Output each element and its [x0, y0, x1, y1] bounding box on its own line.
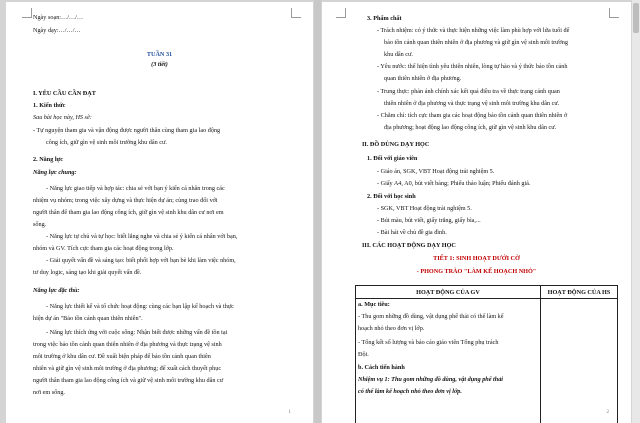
general-skill-line: - Năng lực tự chủ và tự học: biết lắng nghe và chia sẻ ý kiến cá nhân với bạn, — [46, 233, 238, 240]
teacher-activity-cell — [356, 299, 541, 423]
crop-mark-top-right — [291, 8, 301, 18]
objective-heading: a. Mục tiêu: — [358, 301, 390, 308]
date-taught: Ngày dạy:…/…/… — [33, 27, 81, 34]
page-gap — [314, 0, 321, 423]
document-page-1 — [6, 2, 313, 423]
quality-line: quan thiên nhiên ở địa phương. — [384, 75, 462, 82]
skills-heading: 2. Năng lực — [33, 156, 64, 163]
general-skill-line: nhiệm vụ nhóm; trong việc xây dựng và thực hiện dự án; cùng trao đổi với — [33, 197, 218, 204]
student-line: - SGK, VBT Hoạt động trải nghiệm 5. — [377, 205, 472, 212]
crop-mark-top-left — [22, 8, 32, 18]
section-activities: III. CÁC HOẠT ĐỘNG DẠY HỌC — [362, 242, 456, 249]
knowledge-line: công ích, giữ gìn vệ sinh môi trường khu dân cư. — [46, 139, 167, 146]
week-title: TUẦN 31 — [146, 51, 173, 58]
lesson-title: TIẾT 1: SINH HOẠT DƯỚI CỜ — [433, 255, 520, 262]
student-line: - Bút màu, bút viết, giấy trắng, giấy bìa,... — [377, 217, 481, 224]
table-line: - Thu gom những đồ dùng, vật dụng phế thải có thể làm kế — [358, 313, 504, 320]
table-line: hoạch nhỏ theo đơn vị lớp. — [358, 325, 425, 332]
student-heading: 2. Đối với học sinh — [367, 193, 416, 200]
activity-table — [355, 285, 618, 423]
column-header-student: HOẠT ĐỘNG CỦA HS — [541, 286, 618, 299]
quality-line: - Trách nhiệm: có ý thức và thực hiện những việc làm phù hợp với lứa tuổi để — [377, 27, 570, 34]
knowledge-heading: 1. Kiến thức — [33, 102, 66, 109]
teacher-line: - Giấy A4, A0, bút viết bảng; Phiếu thảo luận; Phiếu đánh giá. — [377, 180, 531, 187]
special-skill-line: người thân tham gia lao động công ích và giữ vệ sinh môi trường khu dân cư — [33, 377, 224, 384]
student-line: - Bài hát về chủ đề gia đình. — [377, 229, 447, 236]
task-line: Nhiệm vụ 1: Thu gom những đồ dùng, vật dụng phế thải — [358, 376, 504, 383]
teacher-line: - Giáo án, SGK, VBT Hoạt động trải nghiệm 5. — [377, 168, 495, 175]
special-skill-line: môi trường ở khu dân cư. Đề xuất biện pháp để bảo tồn cảnh quan thiên — [33, 353, 211, 360]
column-header-teacher: HOẠT ĐỘNG CỦA GV — [356, 286, 541, 299]
general-skills-heading: Năng lực chung: — [33, 169, 77, 176]
page-number: 2 — [606, 410, 609, 415]
quality-line: địa phương; hoạt động lao động công ích, giữ gìn vệ sinh khu dân cư. — [384, 124, 557, 131]
vertical-scrollbar[interactable] — [632, 0, 640, 423]
section-requirements: I. YÊU CẦU CẦN ĐẠT — [33, 90, 96, 97]
table-line: Đội. — [358, 351, 369, 358]
date-prepared: Ngày soạn:…/…/… — [33, 14, 84, 21]
procedure-heading: b. Cách tiến hành — [358, 364, 405, 371]
special-skill-line: nhiên và giữ gìn vệ sinh môi trường ở địa phương; để xuất cách thuyết phục — [33, 365, 222, 372]
general-skill-line: - Giải quyết vấn đề và sáng tạo: biết phối hợp với bạn bè khi làm việc nhóm, — [46, 257, 236, 264]
periods-label: (3 tiết) — [151, 61, 168, 68]
quality-heading: 3. Phẩm chất — [367, 15, 402, 22]
general-skill-line: tư duy logic, sáng tạo khi giải quyết vấn đề. — [33, 269, 142, 276]
document-page-2 — [322, 2, 631, 423]
task-line: có thể làm kế hoạch nhỏ theo đơn vị lớp. — [358, 388, 462, 395]
special-skill-line: hiện dự án "Bảo tồn cảnh quan thiên nhiên". — [33, 315, 143, 322]
page-number: 1 — [288, 410, 291, 415]
special-skill-line: - Năng lực thiết kế và tổ chức hoạt động: cùng các bạn lập kế hoạch và thực — [46, 303, 234, 310]
scrollbar-thumb[interactable] — [633, 3, 639, 33]
general-skill-line: người thân để tham gia lao động công ích, giữ gìn vệ sinh khu dân cư nơi em — [33, 209, 224, 216]
quality-line: - Trung thực: phản ánh chính xác kết quả điều tra về thực trạng cảnh quan — [377, 88, 560, 95]
quality-line: - Chăm chỉ: tích cực tham gia các hoạt động bảo tồn cảnh quan thiên nhiên ở — [377, 112, 568, 119]
special-skill-line: trong việc bảo tồn cảnh quan thiên nhiên ở địa phương và thực trạng vệ sinh — [33, 341, 222, 348]
table-line: - Tổng kết số lượng và báo cáo giáo viên Tổng phụ trách — [358, 339, 499, 346]
quality-line: bảo tồn cảnh quan thiên nhiên ở địa phương và giữ gìn vệ sinh môi trường — [384, 39, 568, 46]
quality-line: - Yêu nước: thể hiện tình yêu thiên nhiên, lòng tự hào và ý thức bảo tồn cảnh — [377, 63, 568, 70]
special-skills-heading: Năng lực đặc thù: — [33, 287, 80, 294]
quality-line: thiên nhiên ở địa phương và thực trạng vệ sinh môi trường khu dân cư. — [384, 100, 560, 107]
student-activity-cell — [541, 299, 618, 423]
crop-mark-top-right — [609, 8, 619, 18]
knowledge-line: - Tự nguyện tham gia và vận động được người thân cùng tham gia lao động — [33, 127, 221, 134]
lesson-subtitle: - PHONG TRÀO "LÀM KẾ HOẠCH NHỎ" — [416, 268, 537, 275]
special-skill-line: - Năng lực thích ứng với cuộc sống: Nhận biết được những vấn đề tồn tại — [46, 329, 228, 336]
general-skill-line: nhóm và GV. Tích cực tham gia các hoạt động trong lớp. — [33, 245, 174, 252]
special-skill-line: nơi em sống. — [33, 389, 65, 396]
section-materials: II. ĐỒ DÙNG DẠY HỌC — [362, 141, 430, 148]
general-skill-line: sống. — [33, 221, 47, 228]
general-skill-line: - Năng lực giao tiếp và hợp tác: chia sẻ với bạn ý kiến cá nhân trong các — [46, 185, 225, 192]
quality-line: khu dân cư. — [384, 51, 413, 58]
teacher-heading: 1. Đối với giáo viên — [367, 155, 418, 162]
crop-mark-top-left — [336, 8, 346, 18]
knowledge-intro: Sau bài học này, HS sẽ: — [33, 114, 92, 121]
